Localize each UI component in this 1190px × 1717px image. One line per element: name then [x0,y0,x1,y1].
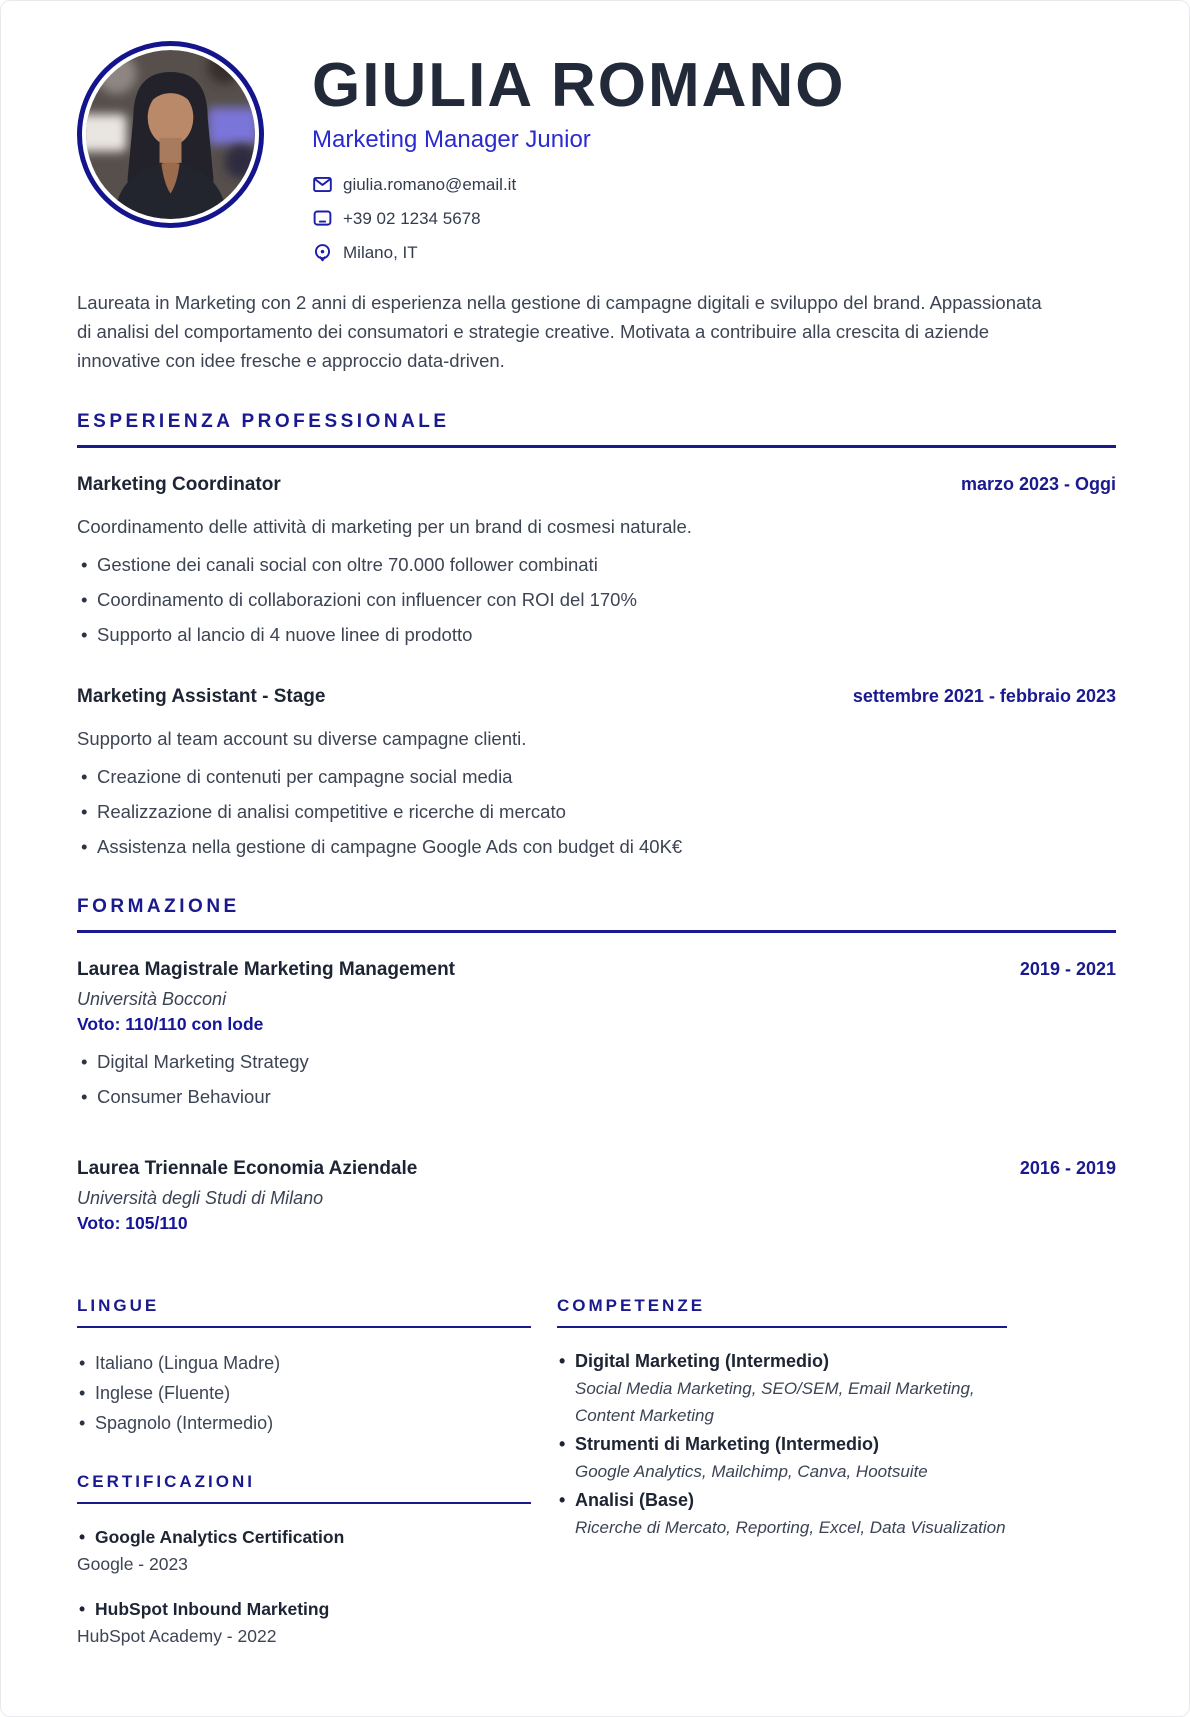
section-divider [77,1502,531,1504]
job-bullet: • Assistenza nella gestione di campagne Google Ads con budget di 40K€ [77,834,1116,860]
section-heading-education: FORMAZIONE [77,896,240,918]
skill-name: • Digital Marketing (Intermedio) [557,1348,1007,1375]
job-bullet-list [77,552,1116,648]
degree-title: Laurea Magistrale Marketing Management [77,959,455,981]
language-list [77,1348,531,1438]
contact-email [312,174,845,195]
section-divider [77,930,1116,933]
email-icon [312,174,333,195]
education-entry-head [77,959,1116,981]
certification-issuer: Google - 2023 [77,1554,188,1575]
degree-dates: 2016 - 2019 [1019,1158,1116,1179]
candidate-name: GIULIA ROMANO [312,51,846,120]
section-divider [557,1326,1007,1328]
skill-details: Social Media Marketing, SEO/SEM, Email Marketing, Content Marketing [575,1379,975,1426]
contact-location-text: Milano, IT [343,242,418,262]
contact-email-text: giulia.romano@email.it [343,174,517,194]
degree-grade: Voto: 110/110 con lode [77,1014,264,1035]
job-bullet: • Supporto al lancio di 4 nuove linee di prodotto [77,622,1116,648]
section-experience [77,411,1116,860]
location-icon [312,242,333,263]
phone-icon [312,208,333,229]
job-title-text: Marketing Assistant - Stage [77,686,326,708]
degree-bullet: • Digital Marketing Strategy [77,1049,1116,1075]
profile-photo-image [86,50,255,219]
section-skills [557,1296,1007,1541]
degree-institution: Università degli Studi di Milano [77,1188,324,1209]
contact-phone [312,208,845,229]
skill-entry [557,1487,1007,1541]
job-dates: marzo 2023 - Oggi [960,474,1116,495]
header-text [312,41,845,276]
degree-bullet: • Consumer Behaviour [77,1084,1116,1110]
certification-name: • HubSpot Inbound Marketing [77,1596,531,1623]
profile-summary: Laureata in Marketing con 2 anni di esperienza nella gestione di campagne digitali e sviluppo del brand. Appassionata di analisi del comportamento dei consumatori e strategie creative. Motivata a contribuire alla crescita di aziende innovative con idee fresche e approccio data-driven. [77,292,1042,372]
experience-entry-head [77,474,1116,496]
job-dates: settembre 2021 - febbraio 2023 [852,686,1116,707]
contact-location [312,242,845,263]
skill-name: • Analisi (Base) [557,1487,1007,1514]
degree-institution: Università Bocconi [77,989,227,1010]
degree-dates: 2019 - 2021 [1019,959,1116,980]
contact-list [312,174,845,263]
experience-entry [77,686,1116,860]
resume-header [77,41,1116,276]
section-heading-languages: LINGUE [77,1296,160,1316]
certification-entry [77,1596,531,1650]
degree-title: Laurea Triennale Economia Aziendale [77,1158,418,1180]
education-entry [77,1158,1116,1234]
job-title-text: Marketing Coordinator [77,474,281,496]
section-divider [77,1326,531,1328]
section-heading-skills: COMPETENZE [557,1296,706,1316]
skill-name: • Strumenti di Marketing (Intermedio) [557,1431,1007,1458]
skill-entry [557,1348,1007,1429]
job-bullet: • Creazione di contenuti per campagne social media [77,764,1116,790]
certification-issuer: HubSpot Academy - 2022 [77,1626,277,1647]
job-bullet-list [77,764,1116,860]
experience-entry-head [77,686,1116,708]
profile-photo [77,41,264,228]
certification-name: • Google Analytics Certification [77,1524,531,1551]
experience-entry [77,474,1116,648]
job-bullet: • Gestione dei canali social con oltre 70.000 follower combinati [77,552,1116,578]
section-heading-experience: ESPERIENZA PROFESSIONALE [77,411,450,433]
skill-details: Ricerche di Mercato, Reporting, Excel, Data Visualization [575,1518,1006,1538]
skill-entry [557,1431,1007,1485]
right-column [557,1296,1007,1668]
skill-details: Google Analytics, Mailchimp, Canva, Hootsuite [575,1462,928,1482]
degree-bullet-list [77,1049,1116,1110]
education-entry-head [77,1158,1116,1180]
contact-phone-text: +39 02 1234 5678 [343,208,481,228]
education-entry [77,959,1116,1110]
job-description: Supporto al team account su diverse campagne clienti. [77,728,527,750]
section-divider [77,445,1116,448]
section-heading-certifications: CERTIFICAZIONI [77,1472,255,1492]
section-languages [77,1296,531,1438]
language-item: • Italiano (Lingua Madre) [77,1348,531,1378]
certification-entry [77,1524,531,1578]
language-item: • Spagnolo (Intermedio) [77,1408,531,1438]
bottom-columns [77,1296,1116,1668]
candidate-job-title: Marketing Manager Junior [312,126,591,154]
job-bullet: • Coordinamento di collaborazioni con influencer con ROI del 170% [77,587,1116,613]
language-item: • Inglese (Fluente) [77,1378,531,1408]
job-bullet: • Realizzazione di analisi competitive e ricerche di mercato [77,799,1116,825]
section-certifications [77,1472,531,1650]
left-column [77,1296,531,1668]
degree-grade: Voto: 105/110 [77,1213,188,1234]
section-education [77,896,1116,1234]
job-description: Coordinamento delle attività di marketing per un brand di cosmesi naturale. [77,516,692,538]
